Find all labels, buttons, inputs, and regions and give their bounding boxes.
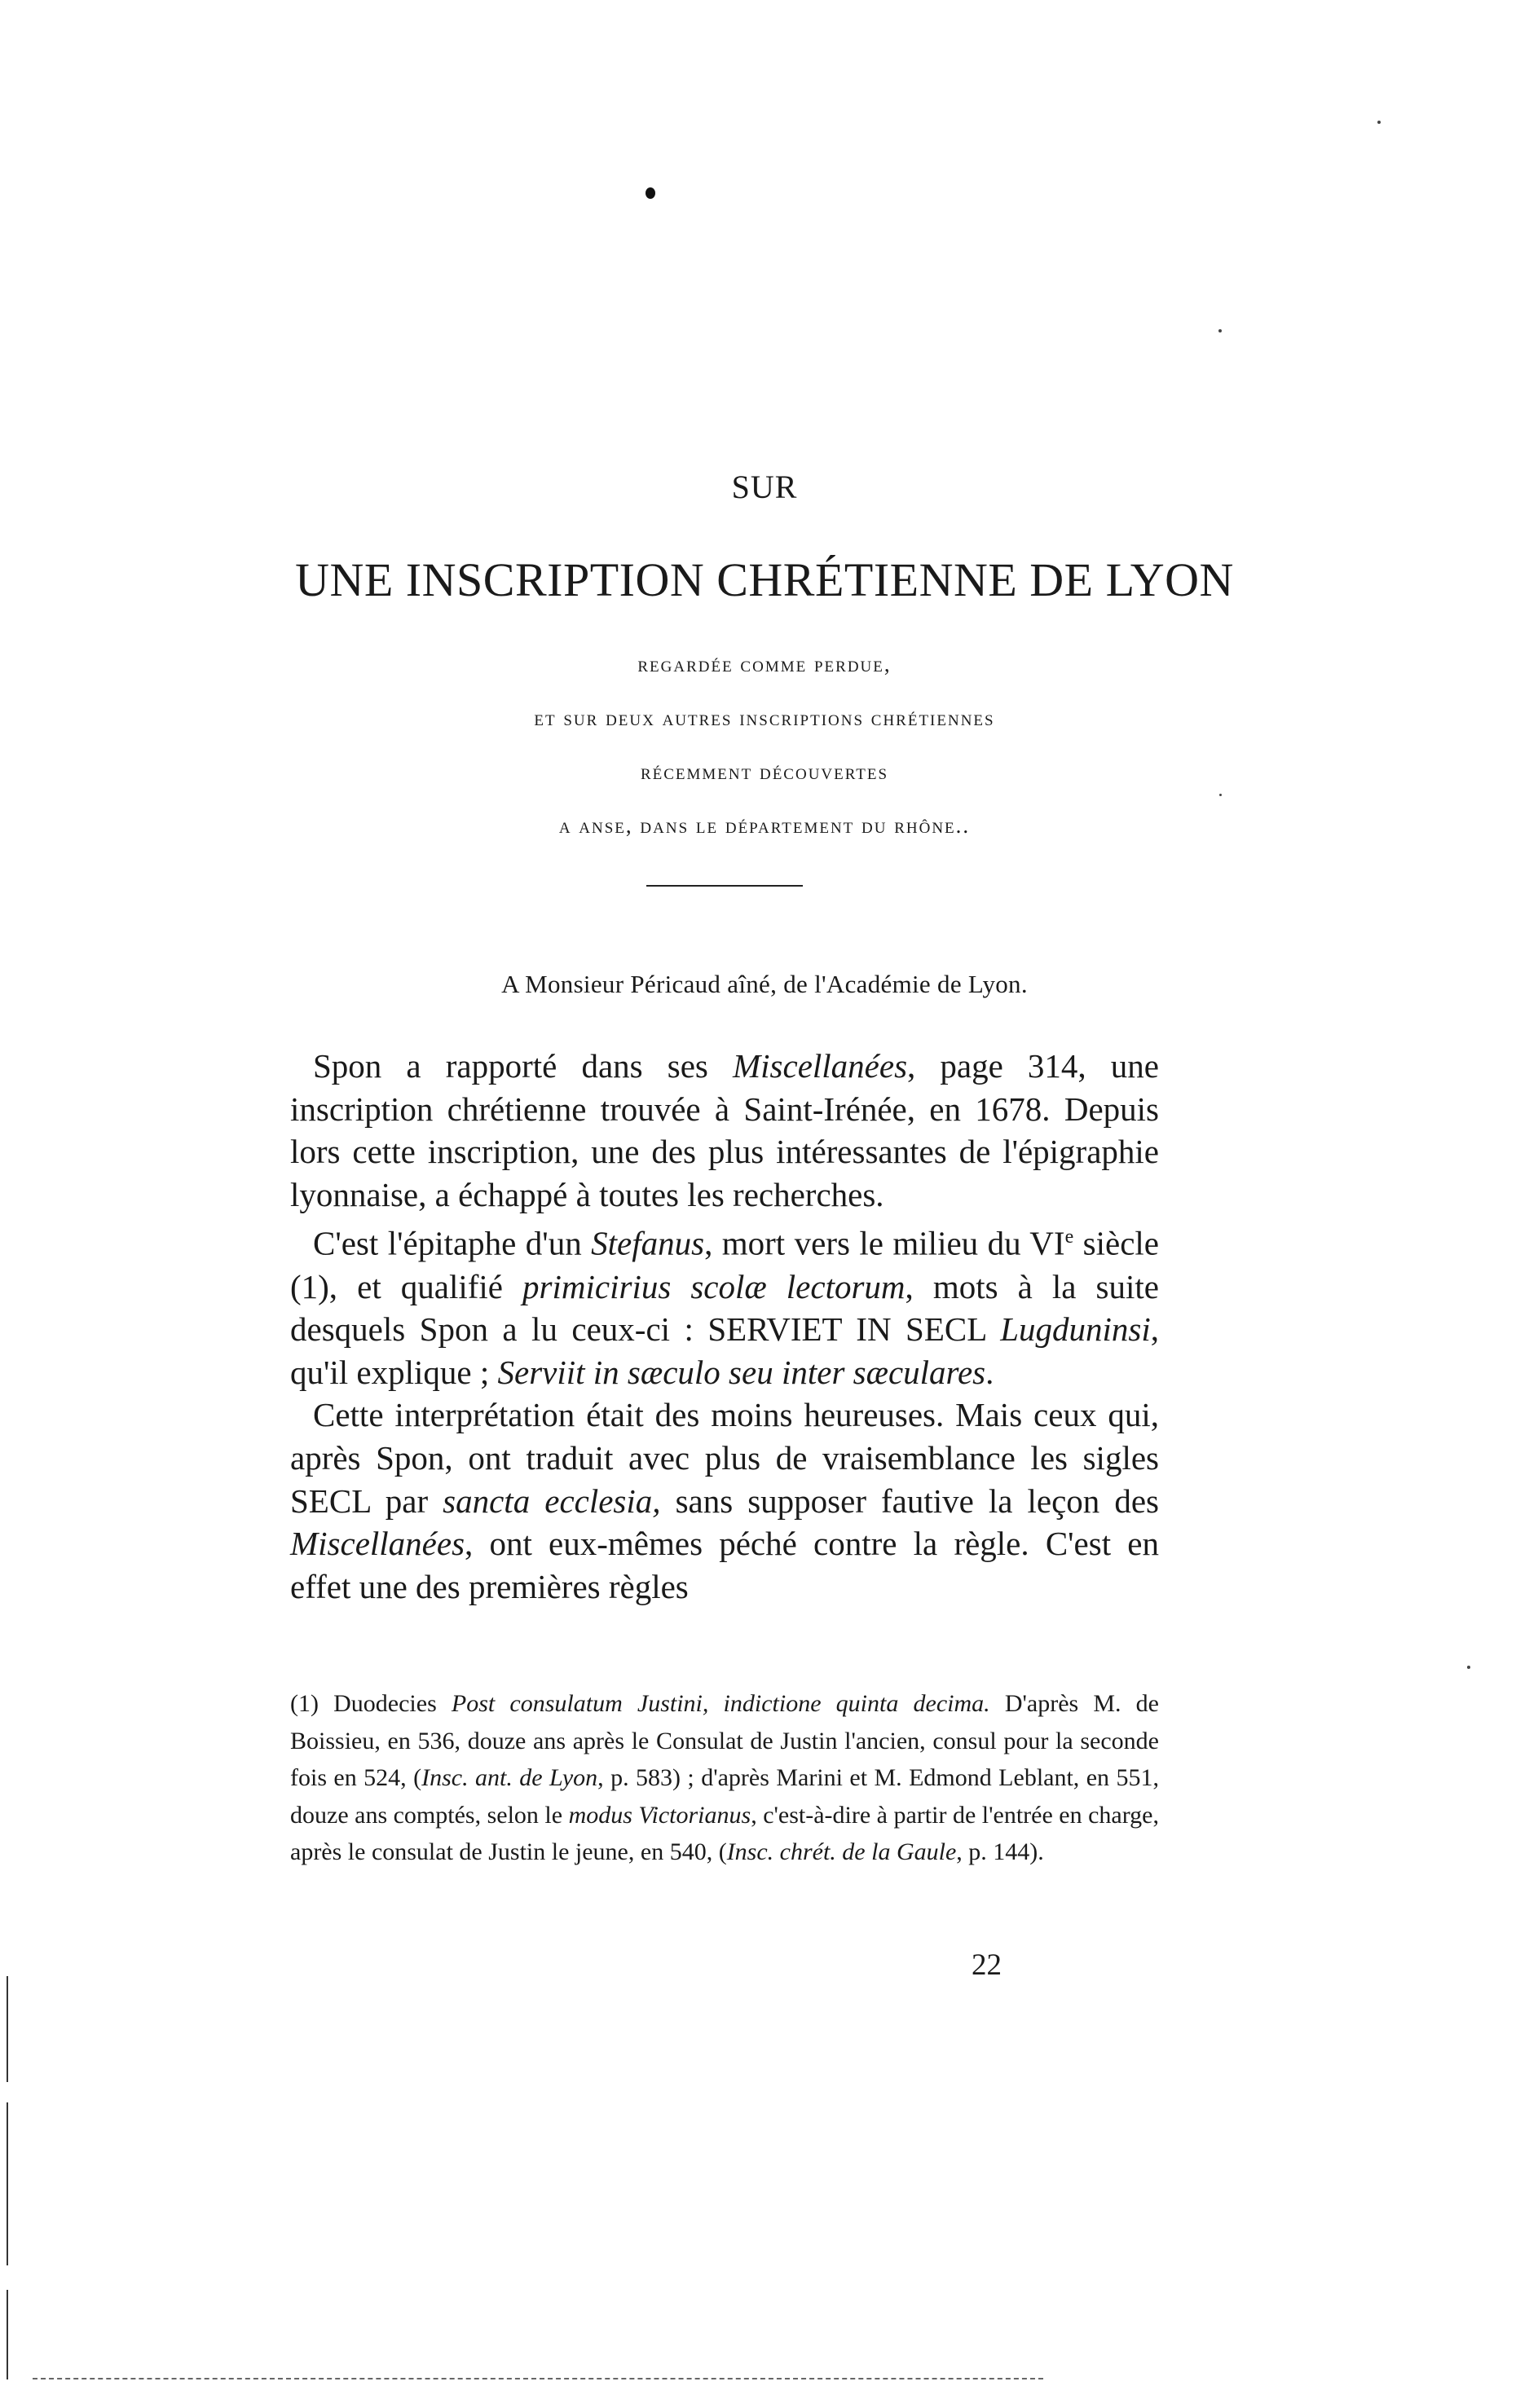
paragraph: [290, 1393, 1159, 1608]
scan-edge-bottom: [33, 2378, 1043, 2379]
text-run: , p. 583) ; d'après Marini et M. Edmond Leblant, en 551, douze ans comptés, selon le: [290, 1764, 1159, 1829]
subtitle-line: récemment découvertes: [640, 759, 889, 784]
scan-edge: [7, 1976, 8, 2082]
title-rule: [646, 885, 803, 887]
speck: [1467, 1666, 1470, 1669]
text-run: Cette interprétation était des moins heureuses. Mais ceux qui, après Spon, ont traduit avec plus de vraisemblance les sigles SECL par: [290, 1396, 1159, 1520]
italic-run: Miscellanées: [733, 1047, 908, 1085]
italic-run: Stefanus: [591, 1225, 705, 1263]
text-run: Spon a rapporté dans ses: [313, 1047, 733, 1085]
italic-run: Insc. chrét. de la Gaule: [726, 1838, 957, 1865]
speck: [1377, 121, 1381, 124]
text-run: D'après M. de Boissieu, en 536, douze ans après le Consulat de Justin l'ancien, consul pour la seconde fois en 524, (: [290, 1690, 1159, 1791]
text-run: , mots à la suite desquels Spon a lu ceux-ci : SERVIET IN SECL: [290, 1267, 1159, 1349]
scan-edge: [7, 2102, 8, 2265]
superscript: e: [1064, 1226, 1074, 1248]
body-text: [290, 1045, 1159, 1608]
page-number: 22: [972, 1948, 1002, 1982]
speck: [1219, 794, 1222, 796]
text-run: siècle (1), et qualifié: [290, 1225, 1159, 1305]
italic-run: Post consulatum Justini, indictione quinta decima.: [451, 1690, 990, 1717]
footnote: [290, 1685, 1159, 1871]
text-run: (1) Duodecies: [290, 1690, 452, 1717]
pre-title: SUR: [731, 469, 798, 505]
paragraph: [290, 1045, 1159, 1216]
italic-run: sancta ecclesia,: [443, 1481, 661, 1520]
dedication: A Monsieur Péricaud aîné, de l'Académie de Lyon.: [501, 970, 1028, 998]
text-run: , page 314, une inscription chrétienne trouvée à Saint-Irénée, en 1678. Depuis lors cette inscription, une des plus intéressantes de l'épigraphie lyonnaise, a échappé à toutes les recherches.: [290, 1047, 1160, 1213]
italic-run: Lugduninsi: [1000, 1310, 1151, 1349]
text-run: , ont eux-mêmes péché contre la règle. C'est en effet une des premières règles: [290, 1525, 1159, 1605]
subtitle-line: regardée comme perdue,: [637, 652, 892, 676]
text-run: , p. 144).: [956, 1838, 1044, 1865]
speck: [1218, 329, 1222, 332]
subtitle-line: et sur deux autres inscriptions chrétiennes: [534, 706, 995, 730]
subtitle-line: a anse, dans le département du rhône..: [558, 813, 971, 838]
ink-dot: [646, 187, 655, 199]
text-run: .: [985, 1353, 994, 1391]
text-run: , mort vers le milieu du VI: [704, 1225, 1065, 1263]
italic-run: modus Victorianus: [568, 1801, 751, 1829]
scan-edge: [7, 2290, 8, 2379]
italic-run: primicirius scolæ lectorum: [522, 1267, 906, 1305]
paragraph: [290, 1216, 1159, 1393]
page-title: UNE INSCRIPTION CHRÉTIENNE DE LYON: [295, 553, 1234, 606]
footnote-text: [290, 1685, 1159, 1871]
italic-run: Miscellanées: [290, 1525, 465, 1563]
text-run: , c'est-à-dire à partir de l'entrée en charge, après le consulat de Justin le jeune, en 540, (: [290, 1801, 1159, 1865]
italic-run: Insc. ant. de Lyon: [421, 1764, 598, 1791]
text-run: sans supposer fautive la leçon des: [660, 1481, 1160, 1520]
italic-run: Serviit in sæculo seu inter sæculares: [497, 1353, 986, 1391]
text-run: C'est l'épitaphe d'un: [313, 1225, 592, 1263]
text-run: , qu'il explique ;: [290, 1310, 1159, 1391]
